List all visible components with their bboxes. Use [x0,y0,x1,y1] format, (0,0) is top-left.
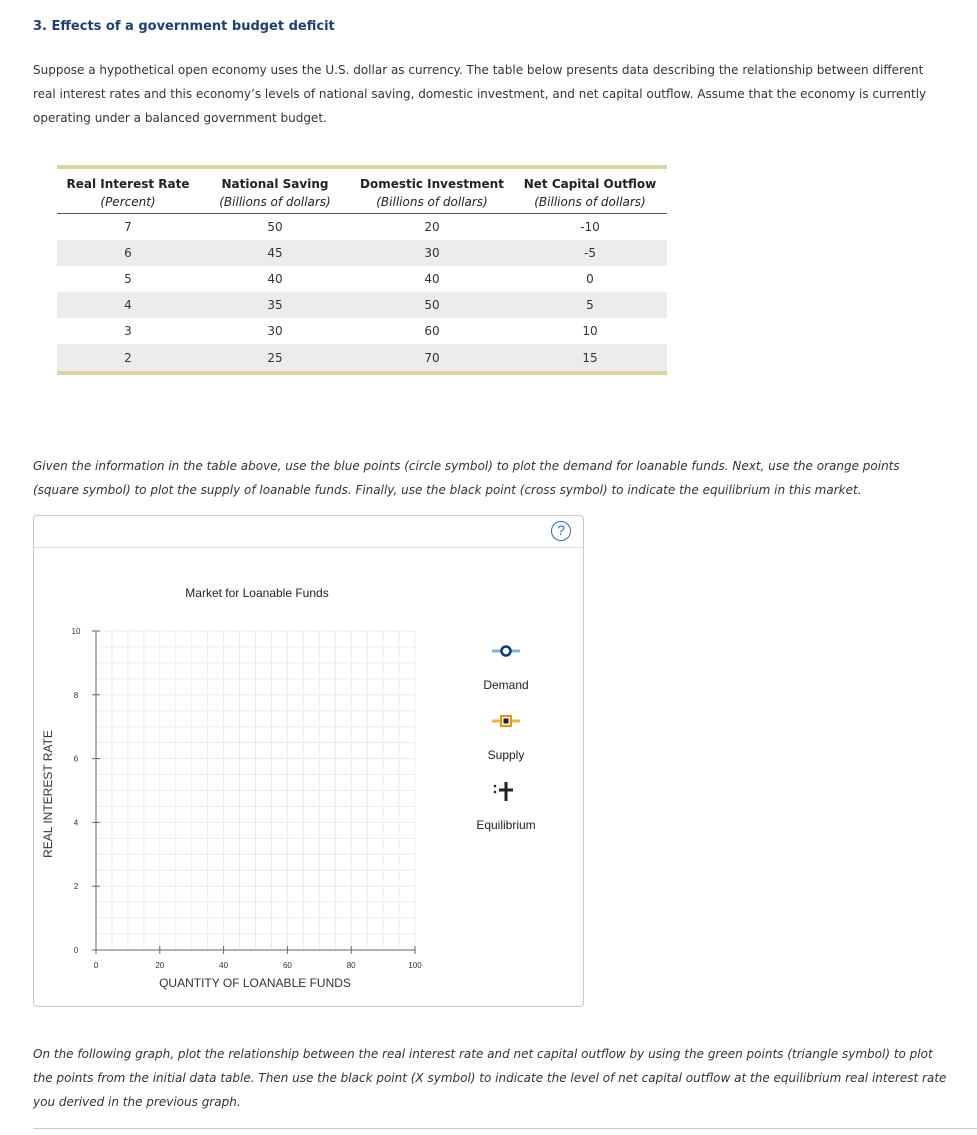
table-cell: 30 [267,324,283,338]
table-row [57,240,667,266]
table-cell: 10 [582,324,598,338]
loanable-funds-graph-panel [33,515,584,1007]
y-tick-label: 6 [73,754,79,764]
table-cell: 40 [424,272,440,286]
table-bottom-rule [57,371,667,375]
x-axis-label: QUANTITY OF LOANABLE FUNDS [159,976,351,990]
table-cell: 70 [351,344,513,371]
y-axis-label: REAL INTEREST RATE [41,730,55,858]
equilibrium-tool[interactable] [494,782,513,801]
y-tick-label: 10 [71,627,81,636]
graph-title: Market for Loanable Funds [185,586,329,600]
table-cell: 2 [57,344,199,371]
circle-point-icon [502,647,511,656]
table-cell: 50 [351,292,513,318]
table-cell: 45 [199,240,351,266]
plot-axes [92,631,415,954]
equilibrium-label: Equilibrium [476,818,536,832]
x-tick-label: 80 [346,961,356,970]
table-cell: 30 [351,240,513,266]
supply-tool[interactable] [492,716,520,726]
table-cell: 6 [57,240,199,266]
dot-icon [494,785,497,788]
ncf-graph-instructions: On the following graph, plot the relationship between the real interest rate and net capital outflow by using the green points (triangle symbol) to plot the points from the initial data table. Then use the black point (X symbol) to indicate the level of net capital outflow at the equilibrium real interest rate you derived in the previous graph. [33,1047,947,1109]
x-tick-label: 0 [93,961,99,970]
table-cell: 4 [57,292,199,318]
table-row [57,318,667,344]
demand-label: Demand [483,678,529,692]
help-button[interactable]: ? [551,521,571,541]
table-cell: -10 [580,220,600,234]
square-point-center [504,719,509,724]
x-tick-label: 20 [155,961,165,970]
table-row [57,292,667,318]
table-cell: 5 [124,272,132,286]
y-tick-label: 2 [73,882,79,892]
col-header-domestic-investment: Domestic Investment (Billions of dollars) [360,177,504,209]
x-tick-labels [94,961,422,970]
table-cell: 20 [424,220,440,234]
data-table [57,165,667,375]
col-header-interest-rate: Real Interest Rate (Percent) [66,177,190,209]
table-header-row [57,169,667,214]
table-cell: 3 [124,324,132,338]
y-tick-label: 0 [73,946,79,955]
demand-tool[interactable] [492,647,520,656]
table-cell: 25 [199,344,351,371]
plot-grid [96,631,415,950]
col-header-net-capital-outflow: Net Capital Outflow (Billions of dollars) [523,177,657,209]
table-cell: -5 [513,240,667,266]
table-row [57,214,667,241]
table-cell: 7 [124,220,132,234]
table-cell: 50 [267,220,283,234]
y-tick-labels [72,627,81,955]
intro-paragraph: Suppose a hypothetical open economy uses the U.S. dollar as currency. The table below presents data describing the relationship between different real interest rates and this economy’s levels of national saving, domestic investment, and net capital outflow. Assume that the economy is currently operating under a balanced government budget. [33,63,927,125]
table-cell: 40 [267,272,283,286]
table-cell: 15 [513,344,667,371]
table-row [57,266,667,292]
table-cell: 0 [586,272,594,286]
x-tick-label: 100 [408,961,422,970]
x-tick-label: 40 [219,961,229,970]
y-tick-label: 4 [73,818,79,828]
y-tick-label: 8 [73,690,79,700]
table-cell: 35 [199,292,351,318]
graph-instructions: Given the information in the table above, use the blue points (circle symbol) to plot the demand for loanable funds. Next, use the orange points (square symbol) to plot the supply of loanable funds. Finally, use the black point (cross symbol) to indicate the equilibrium in this market. [33,459,900,497]
supply-label: Supply [487,748,525,762]
table-cell: 60 [424,324,440,338]
section-title: 3. Effects of a government budget deficit [33,19,335,34]
dot-icon [494,791,497,794]
table-row [57,344,667,371]
col-header-national-saving: National Saving (Billions of dollars) [219,177,331,209]
x-tick-label: 60 [282,961,292,970]
table-cell: 5 [513,292,667,318]
